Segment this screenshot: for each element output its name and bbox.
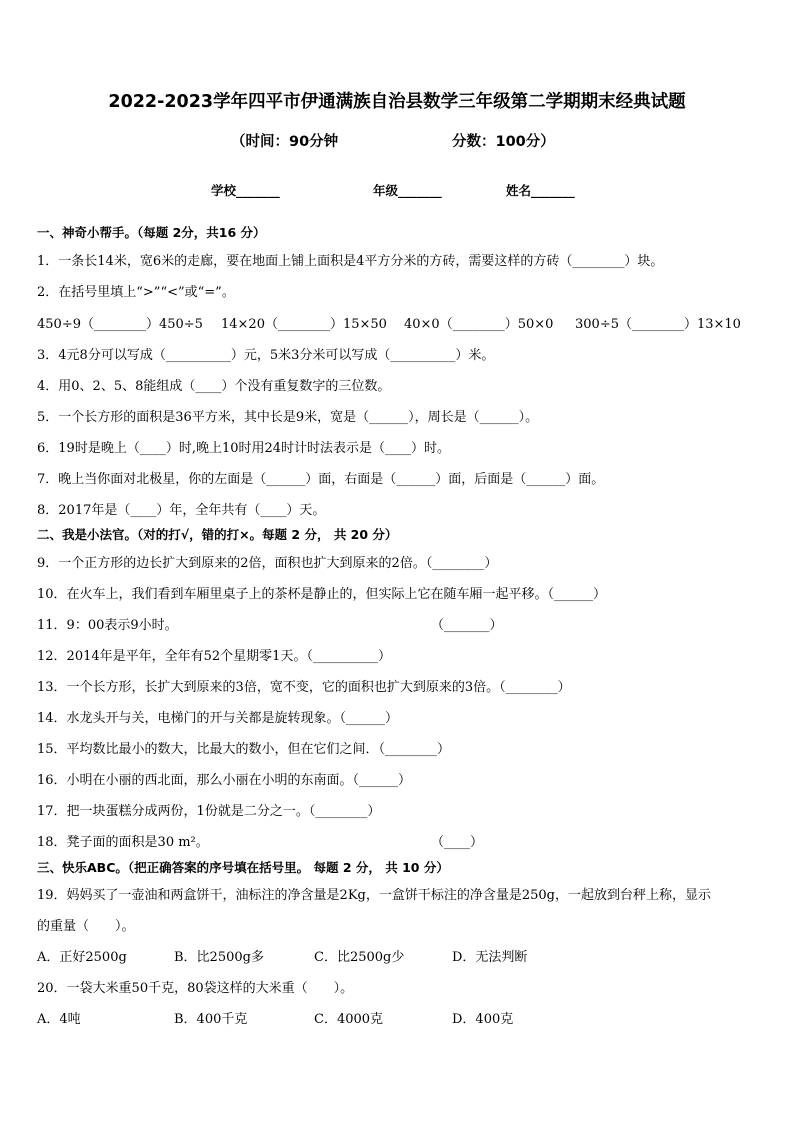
question-11: 11．9：00表示9小时。 <box>37 618 178 633</box>
exam-time: （时间：90分钟 <box>231 134 339 150</box>
school-field: 学校_______ <box>211 183 280 198</box>
question-16: 16．小明在小丽的西北面，那么小丽在小明的东南面。（______） <box>37 773 412 788</box>
question-19: 19．妈妈买了一壶油和两盒饼干，油标注的净含量是2Kg，一盒饼干标注的净含量是250g，一起放到台秤上称，显示 <box>37 888 711 903</box>
question-19-continued: 的重量（ ）。 <box>37 919 135 934</box>
question-19-option-b: B．比2500g多 <box>174 950 264 965</box>
question-9: 9．一个正方形的边长扩大到原来的2倍，面积也扩大到原来的2倍。（________） <box>37 556 498 571</box>
question-18-blank: （____） <box>431 835 484 850</box>
question-7: 7．晚上当你面对北极星，你的左面是（______）面，右面是（______）面，后面是（______）面。 <box>37 472 605 487</box>
question-2-item-3: 40×0（________）50×0 <box>404 317 554 332</box>
question-20-option-b: B．400千克 <box>174 1012 248 1027</box>
question-20-option-d: D．400克 <box>452 1012 514 1027</box>
question-4: 4．用0、2、5、8能组成（____）个没有重复数字的三位数。 <box>37 379 391 394</box>
question-2-item-1: 450÷9（________）450÷5 <box>37 317 203 332</box>
question-2-item-2: 14×20（________）15×50 <box>221 317 387 332</box>
question-20-option-a: A．4吨 <box>37 1012 81 1027</box>
question-18: 18．凳子面的面积是30 m²。 <box>37 835 209 850</box>
question-8: 8．2017年是（____）年，全年共有（____）天。 <box>37 503 326 518</box>
question-12: 12．2014年是平年，全年有52个星期零1天。（__________） <box>37 649 391 664</box>
question-20-option-c: C．4000克 <box>314 1012 384 1027</box>
question-3: 3．4元8分可以写成（__________）元，5米3分米可以写成（__________）米。 <box>37 348 495 363</box>
section3-heading: 三、快乐ABC。（把正确答案的序号填在括号里。 每题 2 分， 共 10 分） <box>37 860 449 875</box>
question-19-option-c: C．比2500g少 <box>314 950 405 965</box>
question-14: 14．水龙头开与关，电梯门的开与关都是旋转现象。（______） <box>37 711 399 726</box>
question-2: 2．在括号里填上“>”“<”或“=”。 <box>37 285 235 300</box>
question-13: 13．一个长方形，长扩大到原来的3倍，宽不变，它的面积也扩大到原来的3倍。（________） <box>37 680 571 695</box>
grade-field: 年级_______ <box>373 183 442 198</box>
question-11-blank: （_______） <box>431 618 503 633</box>
question-19-option-d: D．无法判断 <box>452 950 528 965</box>
question-17: 17．把一块蛋糕分成两份，1份就是二分之一。（________） <box>37 804 381 819</box>
question-19-option-a: A．正好2500g <box>37 950 127 965</box>
question-20: 20．一袋大米重50千克，80袋这样的大米重（ ）。 <box>37 981 354 996</box>
name-field: 姓名_______ <box>506 183 575 198</box>
page-title: 2022-2023学年四平市伊通满族自治县数学三年级第二学期期末经典试题 <box>108 92 686 112</box>
section1-heading: 一、神奇小帮手。（每题 2分，共16 分） <box>37 225 266 240</box>
question-1: 1．一条长14米，宽6米的走廊，要在地面上铺上面积是4平方分米的方砖，需要这样的方砖（________）块。 <box>37 254 664 269</box>
question-15: 15．平均数比最小的数大，比最大的数小，但在它们之间．（________） <box>37 742 451 757</box>
exam-score: 分数：100分） <box>452 134 555 150</box>
question-6: 6．19时是晚上（____）时,晚上10时用24时计时法表示是（____）时。 <box>37 441 451 456</box>
question-10: 10．在火车上，我们看到车厢里桌子上的茶杯是静止的，但实际上它在随车厢一起平移。（______） <box>37 587 607 602</box>
question-2-item-4: 300÷5（________）13×10 <box>575 317 741 332</box>
section2-heading: 二、我是小法官。（对的打√，错的打×。每题 2 分， 共 20 分） <box>37 527 398 542</box>
question-5: 5．一个长方形的面积是36平方米，其中长是9米，宽是（______），周长是（______）。 <box>37 410 539 425</box>
